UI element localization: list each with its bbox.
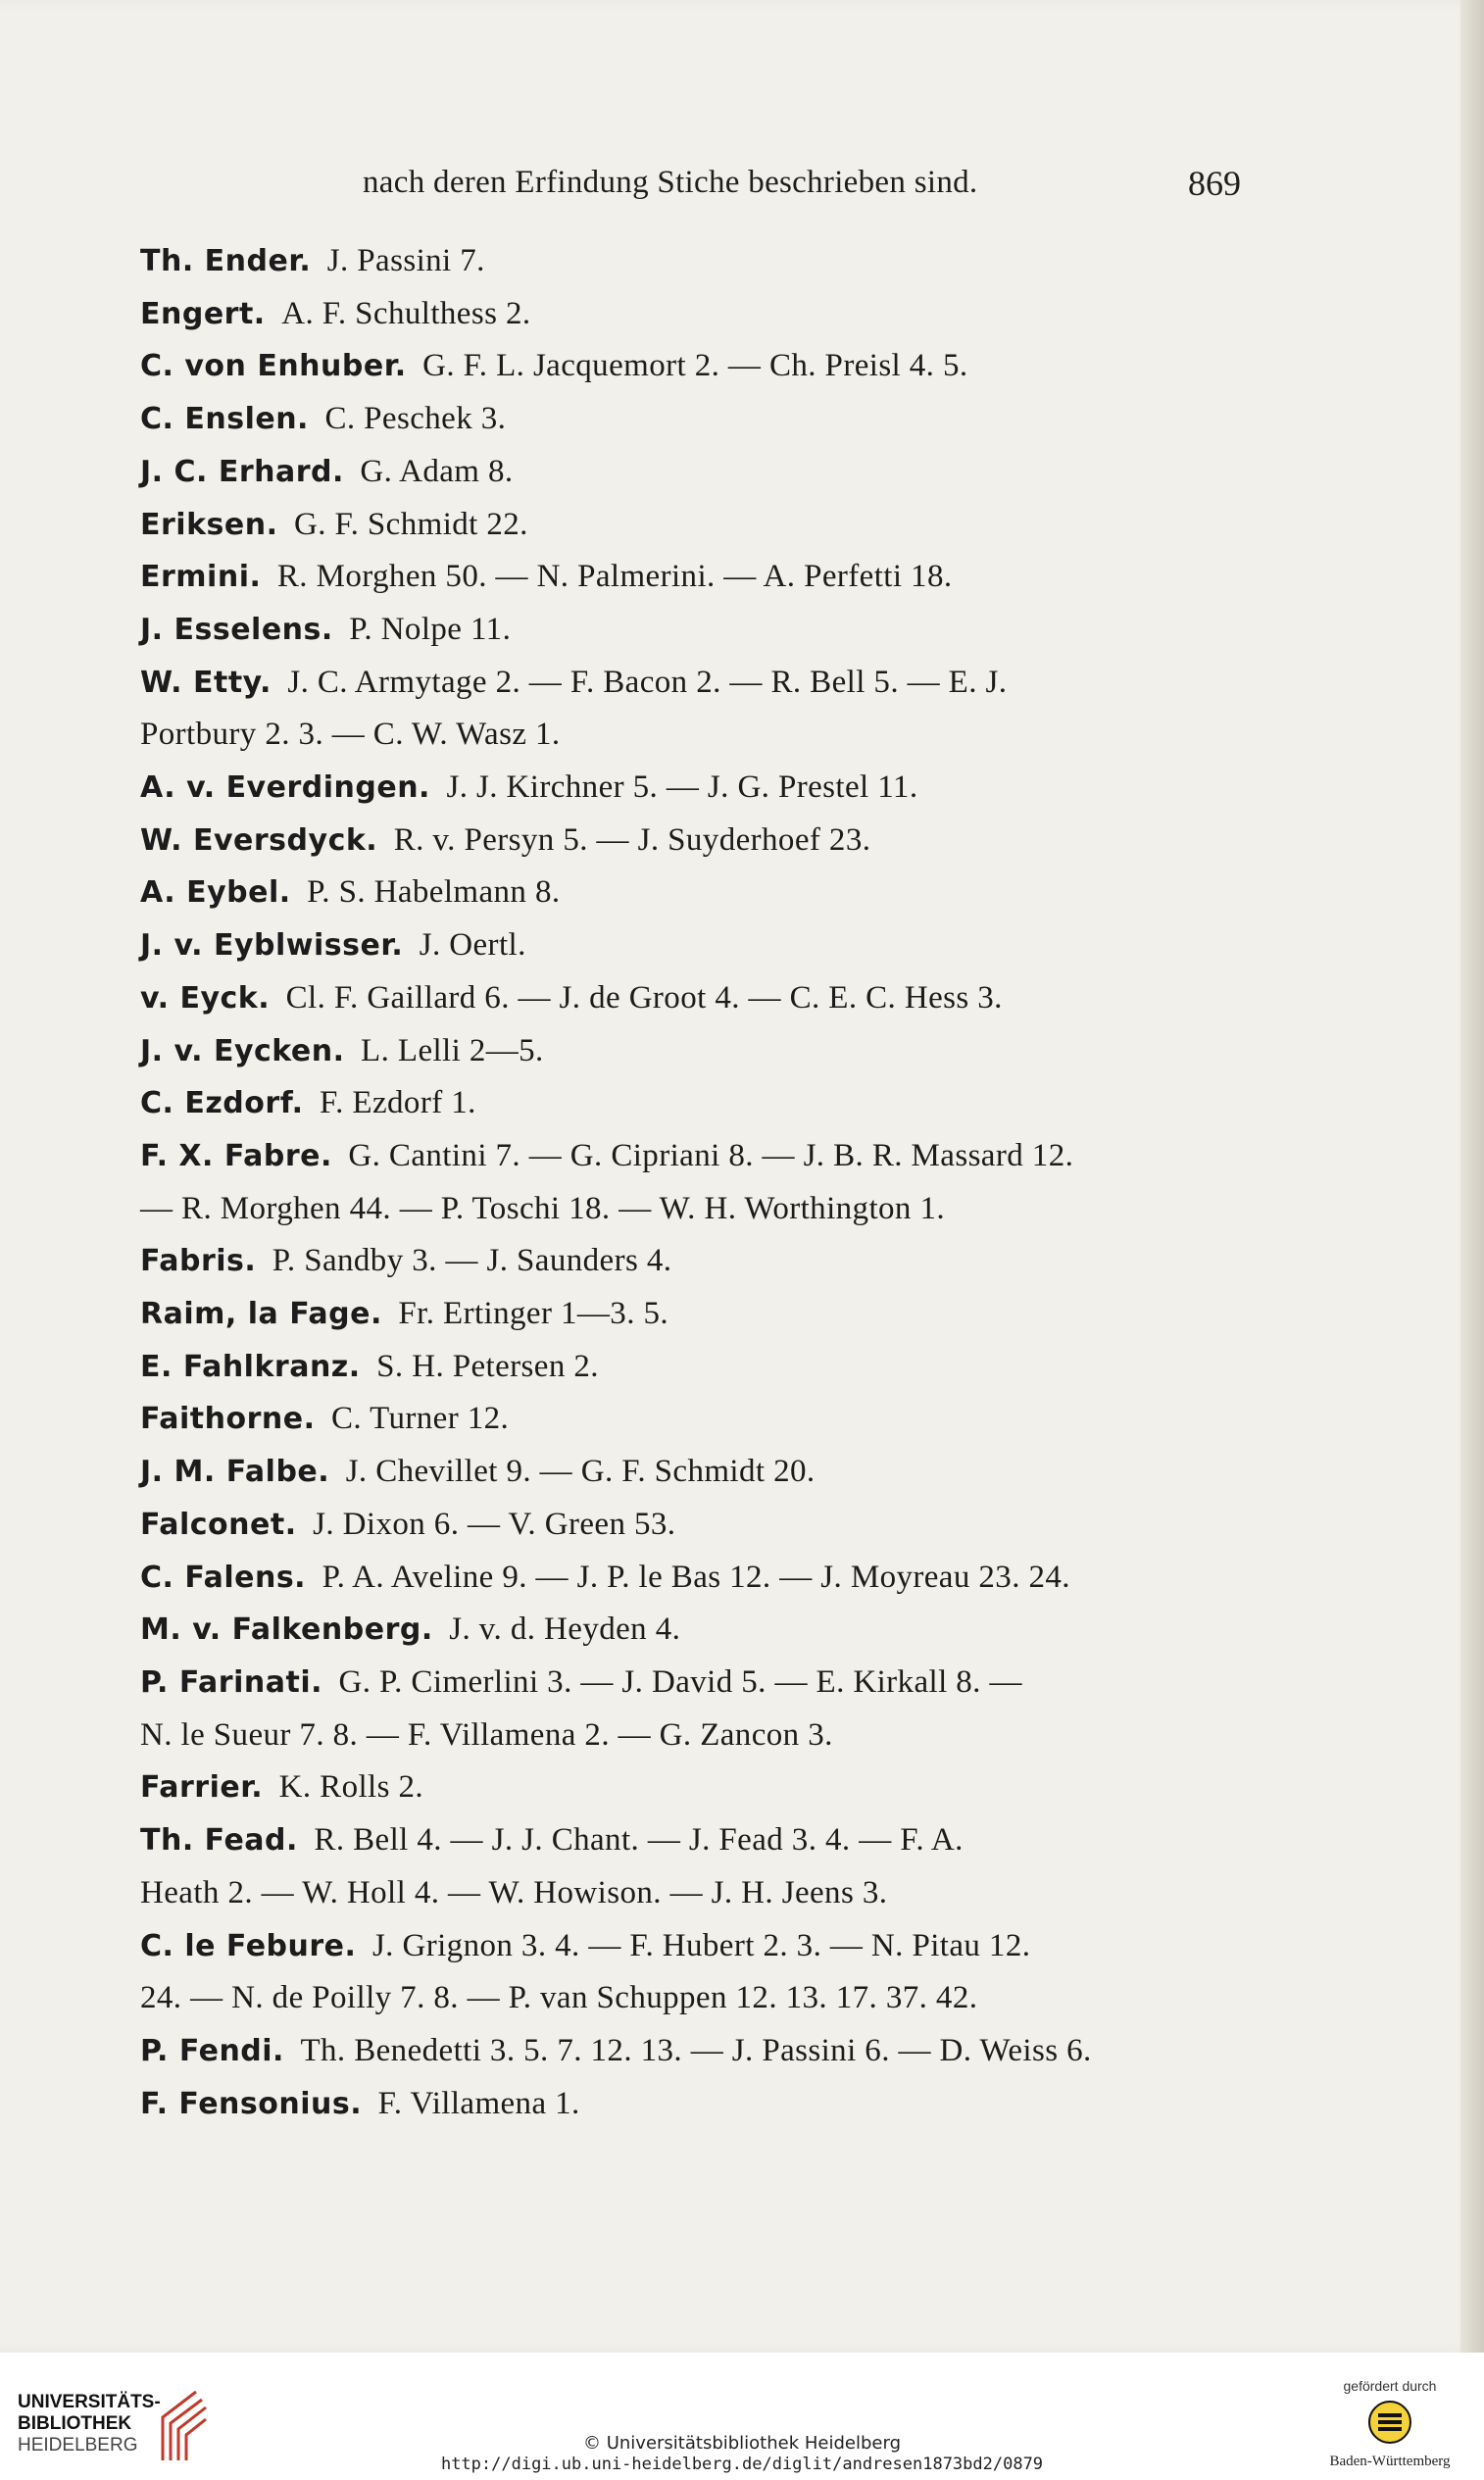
index-entry bbox=[140, 1025, 1258, 1078]
copyright-notice: © Universitätsbibliothek Heidelberg bbox=[582, 2433, 901, 2454]
engravers: G. P. Cimerlini 3. — J. David 5. — E. Kirkall 8. — bbox=[338, 1663, 1022, 1700]
engravers: R. v. Persyn 5. — J. Suyderhoef 23. bbox=[393, 821, 871, 858]
engravers-continued: N. le Sueur 7. 8. — F. Villamena 2. — G. Zancon 3. bbox=[140, 1716, 833, 1753]
artist-name: C. le Febure. bbox=[140, 1928, 357, 1963]
index-entry bbox=[140, 919, 1258, 972]
artist-name: C. von Enhuber. bbox=[140, 349, 407, 384]
index-entry bbox=[140, 499, 1258, 552]
engravers: J. Grignon 3. 4. — F. Hubert 2. 3. — N. Pitau 12. bbox=[371, 1927, 1031, 1963]
engravers: J. J. Kirchner 5. — J. G. Prestel 11. bbox=[446, 769, 918, 806]
engravers-continued: 24. — N. de Poilly 7. 8. — P. van Schuppen 12. 13. 17. 37. 42. bbox=[140, 1980, 978, 2016]
engravers: J. Passini 7. bbox=[326, 243, 485, 278]
index-entry bbox=[140, 1920, 1258, 2025]
index-entry bbox=[140, 657, 1258, 762]
engravers: C. Turner 12. bbox=[330, 1401, 510, 1437]
index-entry bbox=[140, 446, 1258, 499]
artist-name: E. Fahlkranz. bbox=[140, 1349, 361, 1384]
permalink-url[interactable]: http://digi.ub.uni-heidelberg.de/diglit/andresen1873bd2/0879 bbox=[440, 2455, 1044, 2474]
artist-name: F. Fensonius. bbox=[140, 2086, 363, 2121]
artist-name: W. Eversdyck. bbox=[140, 822, 378, 858]
engravers: C. Peschek 3. bbox=[324, 401, 507, 437]
artist-name: Fabris. bbox=[140, 1244, 257, 1279]
index-entries bbox=[140, 235, 1258, 2130]
artist-name: Engert. bbox=[140, 296, 266, 331]
engravers: G. F. Schmidt 22. bbox=[293, 506, 528, 542]
engravers: F. Villamena 1. bbox=[377, 2085, 580, 2121]
index-entry bbox=[140, 1393, 1258, 1446]
engravers-continued: Portbury 2. 3. — C. W. Wasz 1. bbox=[140, 717, 561, 753]
artist-name: J. C. Erhard. bbox=[140, 454, 344, 489]
index-entry bbox=[140, 1657, 1258, 1761]
index-entry bbox=[140, 393, 1258, 446]
engravers-continued: — R. Morghen 44. — P. Toschi 18. — W. H. Worthington 1. bbox=[140, 1190, 946, 1226]
index-entry bbox=[140, 972, 1258, 1025]
index-entry bbox=[140, 235, 1258, 288]
engravers: Fr. Ertinger 1—3. 5. bbox=[398, 1296, 669, 1332]
engravers: R. Bell 4. — J. J. Chant. — J. Fead 3. 4. — F. A. bbox=[314, 1822, 964, 1859]
artist-name: P. Farinati. bbox=[140, 1664, 322, 1700]
artist-name: Th. Fead. bbox=[140, 1823, 298, 1859]
engravers: P. A. Aveline 9. — J. P. le Bas 12. — J. Moyreau 23. 24. bbox=[322, 1559, 1070, 1595]
index-entry bbox=[140, 288, 1258, 341]
index-entry bbox=[140, 2025, 1258, 2078]
artist-name: C. Enslen. bbox=[140, 402, 309, 437]
index-entry bbox=[140, 1130, 1258, 1235]
engravers: J. Dixon 6. — V. Green 53. bbox=[313, 1506, 676, 1542]
engravers: L. Lelli 2—5. bbox=[361, 1032, 544, 1068]
artist-name: J. M. Falbe. bbox=[140, 1455, 330, 1490]
index-entry bbox=[140, 1288, 1258, 1341]
engravers: J. Chevillet 9. — G. F. Schmidt 20. bbox=[345, 1454, 816, 1490]
index-entry bbox=[140, 1604, 1258, 1657]
artist-name: A. Eybel. bbox=[140, 875, 291, 911]
library-name-line1: UNIVERSITÄTS- bbox=[18, 2392, 161, 2412]
funded-by-label: gefördert durch bbox=[1343, 2378, 1437, 2394]
engravers: Cl. F. Gaillard 6. — J. de Groot 4. — C. E. C. Hess 3. bbox=[285, 979, 1003, 1016]
artist-name: Falconet. bbox=[140, 1507, 297, 1542]
artist-name: C. Ezdorf. bbox=[140, 1086, 304, 1121]
engravers: K. Rolls 2. bbox=[278, 1769, 424, 1806]
state-name: Baden-Württemberg bbox=[1329, 2454, 1451, 2469]
page-number: 869 bbox=[1188, 164, 1241, 203]
engravers: R. Morghen 50. — N. Palmerini. — A. Perfetti 18. bbox=[276, 559, 953, 595]
artist-name: W. Etty. bbox=[140, 665, 272, 700]
engravers: G. Cantini 7. — G. Cipriani 8. — J. B. R. Massard 12. bbox=[348, 1137, 1074, 1173]
artist-name: P. Fendi. bbox=[140, 2033, 284, 2068]
engravers-continued: Heath 2. — W. Holl 4. — W. Howison. — J. H. Jeens 3. bbox=[140, 1874, 888, 1910]
index-entry bbox=[140, 1235, 1258, 1288]
page-edge-shadow bbox=[1460, 0, 1484, 2353]
index-entry bbox=[140, 1552, 1258, 1605]
running-head: nach deren Erfindung Stiche beschrieben sind. bbox=[363, 165, 978, 200]
index-entry bbox=[140, 867, 1258, 919]
library-name-line3: HEIDELBERG bbox=[18, 2435, 138, 2455]
engravers: G. Adam 8. bbox=[360, 453, 514, 489]
index-entry bbox=[140, 2078, 1258, 2131]
engravers: S. H. Petersen 2. bbox=[376, 1348, 599, 1384]
engravers: J. v. d. Heyden 4. bbox=[449, 1612, 681, 1648]
artist-name: F. X. Fabre. bbox=[140, 1138, 332, 1173]
artist-name: Raim, la Fage. bbox=[140, 1297, 382, 1332]
engravers: P. S. Habelmann 8. bbox=[307, 874, 561, 911]
artist-name: C. Falens. bbox=[140, 1560, 307, 1595]
index-entry bbox=[140, 815, 1258, 868]
engravers: F. Ezdorf 1. bbox=[320, 1085, 476, 1121]
index-entry bbox=[140, 551, 1258, 604]
engravers: P. Nolpe 11. bbox=[349, 611, 512, 647]
engravers: J. C. Armytage 2. — F. Bacon 2. — R. Bell 5. — E. J. bbox=[287, 664, 1008, 700]
library-name-line2: BIBLIOTHEK bbox=[18, 2413, 132, 2434]
state-crest-icon bbox=[1367, 2400, 1412, 2445]
engravers: J. Oertl. bbox=[419, 927, 526, 964]
artist-name: A. v. Everdingen. bbox=[140, 770, 430, 806]
index-entry bbox=[140, 1814, 1258, 1919]
engravers: G. F. L. Jacquemort 2. — Ch. Preisl 4. 5. bbox=[422, 348, 968, 384]
index-entry bbox=[140, 604, 1258, 657]
engravers: A. F. Schulthess 2. bbox=[281, 295, 531, 331]
artist-name: J. v. Eyblwisser. bbox=[140, 928, 404, 964]
artist-name: J. Esselens. bbox=[140, 612, 333, 647]
artist-name: Farrier. bbox=[140, 1770, 264, 1806]
artist-name: Th. Ender. bbox=[140, 244, 312, 278]
engravers: Th. Benedetti 3. 5. 7. 12. 13. — J. Passini 6. — D. Weiss 6. bbox=[300, 2032, 1092, 2068]
artist-name: J. v. Eycken. bbox=[140, 1033, 345, 1068]
engravers: P. Sandby 3. — J. Saunders 4. bbox=[272, 1243, 672, 1279]
index-entry bbox=[140, 340, 1258, 393]
artist-name: Eriksen. bbox=[140, 507, 278, 542]
artist-name: v. Eyck. bbox=[140, 980, 271, 1016]
funding-badge[interactable] bbox=[1311, 2378, 1468, 2470]
index-entry bbox=[140, 762, 1258, 815]
artist-name: Faithorne. bbox=[140, 1402, 316, 1437]
index-entry bbox=[140, 1077, 1258, 1130]
index-entry bbox=[140, 1499, 1258, 1552]
index-entry bbox=[140, 1761, 1258, 1814]
index-entry bbox=[140, 1446, 1258, 1499]
artist-name: Ermini. bbox=[140, 560, 262, 595]
artist-name: M. v. Falkenberg. bbox=[140, 1612, 433, 1648]
index-entry bbox=[140, 1341, 1258, 1394]
